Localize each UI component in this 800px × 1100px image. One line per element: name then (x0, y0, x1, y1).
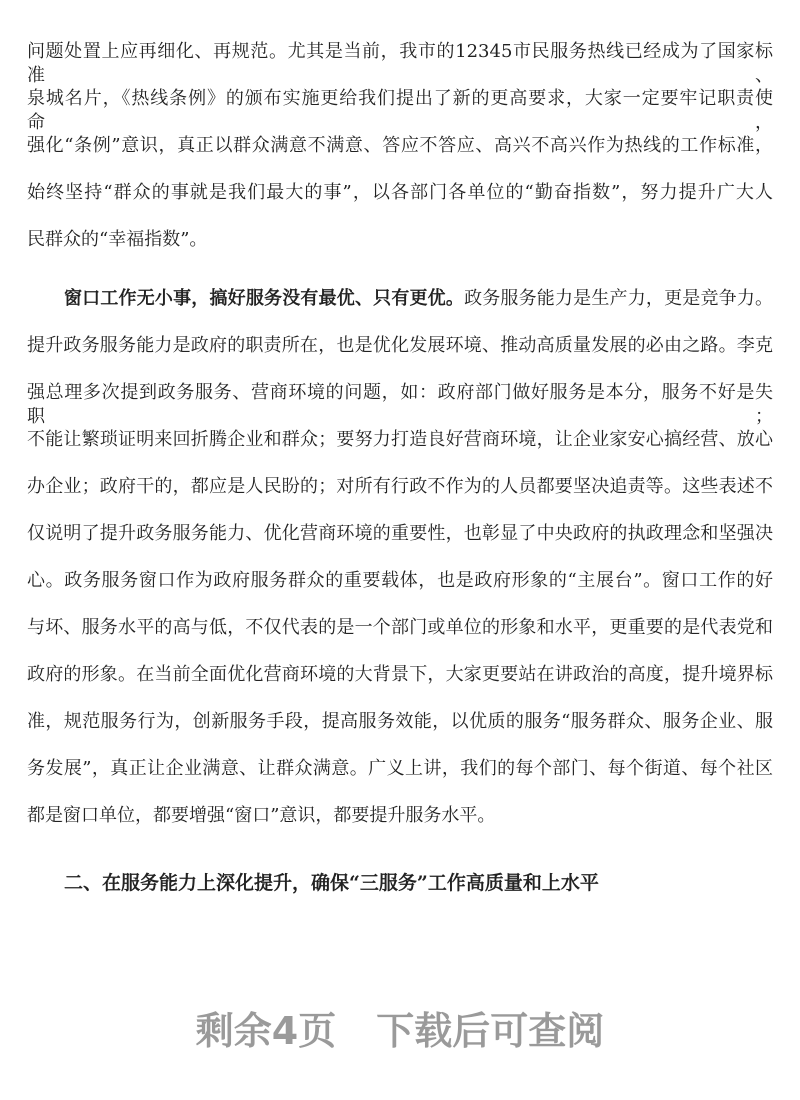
remaining-pages-label: 剩余4页 (195, 1009, 337, 1053)
text-line: 强总理多次提到政务服务、营商环境的问题，如：政府部门做好服务是本分，服务不好是失职； (27, 382, 773, 427)
text-line: 问题处置上应再细化、再规范。尤其是当前，我市的12345市民服务热线已经成为了国家标准、 (27, 41, 773, 86)
text-line: 都是窗口单位，都要增强“窗口”意识，都要提升服务水平。 (27, 805, 496, 826)
text-line: 准，规范服务行为，创新服务手段，提高服务效能，以优质的服务“服务群众、服务企业、服 (27, 711, 773, 732)
download-banner[interactable] (0, 1000, 800, 1055)
paragraph-lead-bold: 窗口工作无小事，搞好服务没有最优、只有更优。 (64, 288, 465, 309)
section-heading: 二、在服务能力上深化提升，确保“三服务”工作高质量和上水平 (64, 872, 599, 894)
text-line: 不能让繁琐证明来回折腾企业和群众；要努力打造良好营商环境，让企业家安心搞经营、放心 (27, 429, 773, 450)
download-to-view-label[interactable]: 下载后可查阅 (376, 1009, 605, 1053)
paragraph-lead-rest: 政务服务能力是生产力，更是竞争力。 (464, 288, 774, 309)
text-line: 心。政务服务窗口作为政府服务群众的重要载体，也是政府形象的“主展台”。窗口工作的好 (27, 570, 773, 591)
text-line: 民群众的“幸福指数”。 (27, 229, 208, 250)
text-line (64, 287, 773, 311)
text-line: 泉城名片，《热线条例》的颁布实施更给我们提出了新的更高要求，大家一定要牢记职责使命， (27, 88, 773, 133)
text-line: 始终坚持“群众的事就是我们最大的事”，以各部门各单位的“勤奋指数”，努力提升广大人 (27, 182, 773, 203)
text-line: 政府的形象。在当前全面优化营商环境的大背景下，大家更要站在讲政治的高度，提升境界标 (27, 664, 773, 685)
text-line: 办企业；政府干的，都应是人民盼的；对所有行政不作为的人员都要坚决追责等。这些表述不 (27, 476, 773, 497)
text-line: 务发展”，真正让企业满意、让群众满意。广义上讲，我们的每个部门、每个街道、每个社区 (27, 758, 773, 779)
text-line: 强化“条例”意识，真正以群众满意不满意、答应不答应、高兴不高兴作为热线的工作标准， (27, 135, 773, 156)
text-line: 与坏、服务水平的高与低，不仅代表的是一个部门或单位的形象和水平，更重要的是代表党和 (27, 617, 773, 638)
text-line: 提升政务服务能力是政府的职责所在，也是优化发展环境、推动高质量发展的必由之路。李克 (27, 335, 773, 356)
text-line: 仅说明了提升政务服务能力、优化营商环境的重要性，也彰显了中央政府的执政理念和坚强决 (27, 523, 773, 544)
